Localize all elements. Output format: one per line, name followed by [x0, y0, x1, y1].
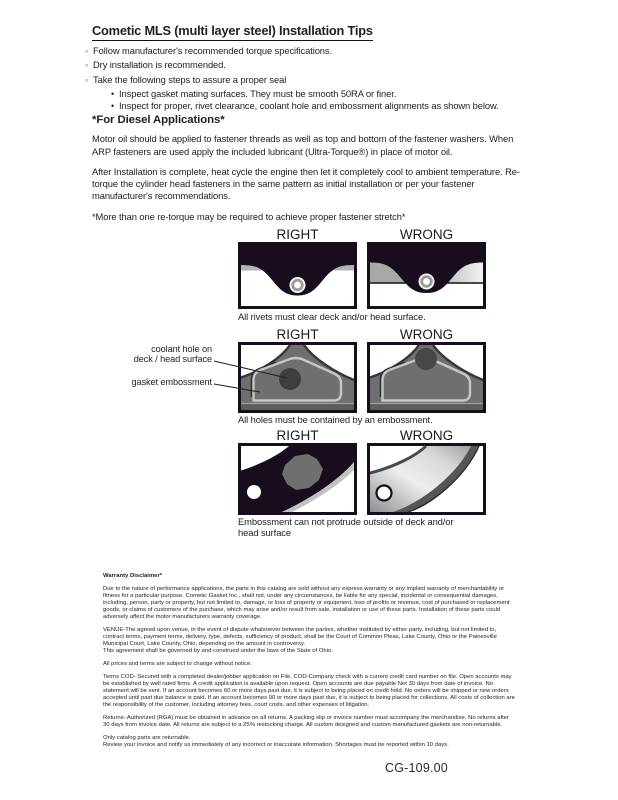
legal-line: VENUE-The agreed upon venue, in the event of dispute whatsoever between the parties, whether instituted by either party, including, but not limited to, contract terms, payment terms, delivery, type, defects, sufficiency of product, shall be the Court of Common Pleas, Lake County, Ohio or the Painesville Municipal Court, Lake County, Ohio, depending on the amount in controversy. [103, 627, 497, 647]
diagram-rivet-clearance-wrong [367, 242, 486, 309]
tips-list [85, 45, 565, 112]
list-item [85, 45, 565, 59]
returns-paragraph: Returns- Authorized (RGA) must be obtained in advance on all returns. A packing slip or invoice number must accompany the merchandise. No returns after 30 days from invoice date. All returns are subject to a 25% restocking charge. All custom designed and custom manufactured gaskets are non-returnable. [103, 715, 510, 728]
protrusion-wrong-graphic [367, 443, 486, 515]
venue-paragraph [103, 627, 515, 655]
diesel-paragraph: Motor oil should be applied to fastener threads as well as top and bottom of the fastener washers. When ARP fasteners are used apply the included lubricant (Ultra-Torque®) in place of motor oil. [92, 133, 514, 157]
terms-paragraph: Terms COD- Secured with a completed dealer/jobber application on File, COD-Company check with a current credit card number on file. Open accounts may be established by well rated firms. A credit application is available upon request. Open accounts are due payable Net 30 days from date of invoice. No statement will be sent. If an account becomes 60 or more days past due, it is subject to being placed on credit hold. No orders will be shipped or new orders accepted until past due balance is paid. If an account becomes 90 or more days past due, it is subject to being placed for collections. All costs of collection are the responsibility of the customer, including attorney fees, court costs, and other expenses of litigation. [103, 674, 515, 708]
diagram-embossment-wrong [367, 342, 486, 413]
legal-section [103, 573, 515, 755]
legal-line: This agreement shall be governed by and construed under the laws of the State of Ohio. [103, 648, 333, 654]
circle-bullet-icon [85, 59, 93, 73]
embossment-right-graphic [238, 342, 357, 413]
tip-text: Dry installation is recommended. [93, 59, 226, 71]
bolt-hole [377, 486, 392, 501]
protrusion-right-graphic [238, 443, 357, 515]
coolant-hole [279, 368, 301, 390]
diagram-caption: All holes must be contained by an embossment. [238, 414, 433, 425]
warranty-disclaimer-heading: Warranty Disclaimer* [103, 573, 163, 579]
diagram-embossment-right [238, 342, 357, 413]
embossment-wrong-graphic [367, 342, 486, 413]
tip-text: Inspect for proper, rivet clearance, coolant hole and embossment alignments as shown below. [119, 100, 499, 112]
legal-line: Review your invoice and notify us immediately of any incorrect or inaccurate information. Shortages must be reported within 10 days. [103, 742, 449, 748]
diagram-rivet-clearance-right [238, 242, 357, 309]
callout-line: gasket embossment [131, 377, 212, 387]
rivet-clearance-right-graphic [238, 242, 357, 309]
diesel-paragraph: After Installation is complete, heat cycle the engine then let it completely cool to ambient temperature. Re-torque the cylinder head fasteners in the same pattern as initial installation or per your fastener manufacturer's recommendations. [92, 165, 520, 202]
right-label: RIGHT [276, 227, 319, 242]
circle-bullet-icon [85, 45, 93, 59]
diesel-section [92, 114, 532, 231]
list-item [85, 74, 565, 88]
tip-text: Follow manufacturer's recommended torque specifications. [93, 45, 333, 56]
list-item [111, 88, 565, 100]
wrong-label: WRONG [399, 227, 454, 242]
tip-text: Take the following steps to assure a proper seal [93, 73, 287, 85]
coolant-hole [415, 348, 437, 370]
diagram-protrusion-right [238, 443, 357, 515]
page-number: CG-109.00 [385, 761, 448, 775]
circle-bullet-icon [85, 74, 93, 88]
dot-bullet-icon [111, 100, 119, 112]
diagram-caption: All rivets must clear deck and/or head surface. [238, 311, 426, 322]
legal-line: Only catalog parts are returnable. [103, 735, 191, 741]
wrong-label: WRONG [399, 327, 454, 342]
coolant-hole-callout [100, 344, 212, 364]
right-label: RIGHT [276, 327, 319, 342]
retorque-note: *More than one re-torque may be required to achieve proper fastener stretch* [92, 210, 406, 222]
gasket-embossment-callout [100, 377, 212, 387]
page-title: Cometic MLS (multi layer steel) Installation Tips [92, 23, 373, 41]
bolt-hole [247, 485, 261, 499]
callout-line: deck / head surface [133, 354, 212, 364]
wrong-label: WRONG [399, 428, 454, 443]
warranty-paragraph: Due to the nature of performance applications, the parts in this catalog are sold without any express warranty or any implied warranty of merchantability or fitness for a particular purpose. Cometic Gasket Inc., shall not, under any circumstances, be liable for any special, incidental or consequential damages, including, person, party or property, but not limited to, damage, or loss of property or equipment, loss of profits or revenue, cost of purchased or replacement goods, or claims of customers of the purchase, which may arise and/or result from sale, installation or use of these parts. Installation of these parts could adversely affect the motor manufacturers warranty coverage. [103, 586, 510, 620]
prices-line: All prices and terms are subject to change without notice. [103, 661, 252, 667]
right-label: RIGHT [276, 428, 319, 443]
tip-text: Inspect gasket mating surfaces. They must be smooth 50RA or finer. [119, 87, 397, 99]
list-item [85, 59, 565, 73]
diagram-caption: Embossment can not protrude outside of deck and/or head surface [238, 516, 454, 538]
diagram-protrusion-wrong [367, 443, 486, 515]
returnable-lines [103, 735, 515, 749]
diesel-heading: *For Diesel Applications* [92, 114, 225, 126]
list-item [111, 100, 565, 112]
rivet-clearance-wrong-graphic [367, 242, 486, 309]
callout-line: coolant hole on [151, 344, 212, 354]
dot-bullet-icon [111, 88, 119, 100]
header [92, 22, 373, 41]
